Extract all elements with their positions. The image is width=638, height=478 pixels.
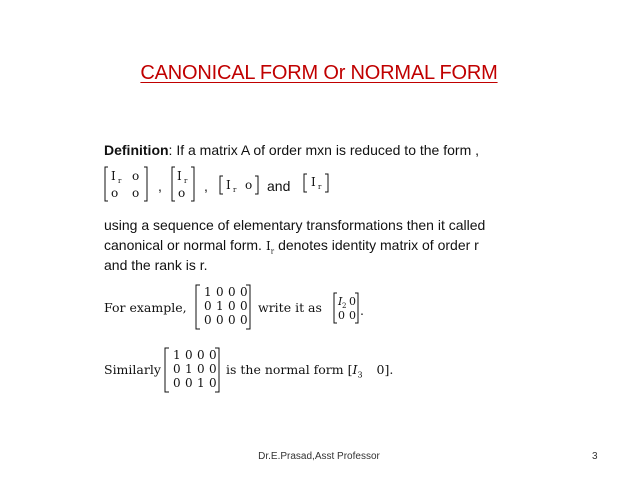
m1-r1c1: I (111, 169, 116, 183)
example1-cell-r1c1: 1 (204, 285, 212, 299)
m3-c1: I (226, 178, 231, 192)
paragraph-line-2-after: denotes identity matrix of order r (278, 237, 479, 253)
example2-cell-r1c3: 0 (197, 348, 205, 362)
normal-form-zero: 0]. (376, 362, 394, 377)
example1-block-matrix (333, 292, 359, 324)
block-i: I (338, 295, 343, 308)
example1-cell-r3c3: 0 (228, 313, 236, 327)
example2-cell-r3c2: 0 (185, 376, 193, 390)
example1-cell-r3c1: 0 (204, 313, 212, 327)
m1-r1c2: o (132, 169, 140, 183)
and-text: and (267, 178, 291, 194)
definition-label: Definition (104, 142, 169, 158)
separator-comma: , (158, 178, 162, 194)
m3-c1-sub: r (233, 186, 237, 194)
example2-cell-r2c3: 0 (197, 362, 205, 376)
paragraph-line-3: and the rank is r. (104, 257, 208, 273)
example1-cell-r2c4: 0 (240, 299, 248, 313)
ir-letter: I (265, 239, 271, 253)
example1-cell-r2c3: 0 (228, 299, 236, 313)
block-c: 0 (338, 309, 345, 322)
block-i-sub: 2 (342, 302, 347, 310)
paragraph-line-2-before: canonical or normal form. (104, 237, 262, 253)
example2-cell-r2c2: 1 (185, 362, 193, 376)
example1-cell-r2c1: 0 (204, 299, 212, 313)
example2-cell-r2c1: 0 (173, 362, 181, 376)
example2-cell-r1c4: 0 (209, 348, 217, 362)
example2-prefix: Similarly (104, 362, 161, 377)
definition-text: : If a matrix A of order mxn is reduced to the form , (168, 142, 480, 158)
page-title: CANONICAL FORM Or NORMAL FORM (140, 62, 498, 84)
example2-normal-form (226, 362, 393, 380)
example2-cell-r3c1: 0 (173, 376, 181, 390)
i3-sub: 3 (357, 370, 363, 380)
example1-end: . (360, 303, 364, 318)
block-b: 0 (349, 295, 356, 308)
footer-author: Dr.E.Prasad,Asst Professor (258, 451, 380, 462)
example1-cell-r3c2: 0 (216, 313, 224, 327)
example1-cell-r1c3: 0 (228, 285, 236, 299)
matrix-ir-row (219, 175, 259, 195)
m1-r2c2: o (132, 186, 140, 200)
ir-symbol (266, 236, 274, 261)
example2-cell-r1c2: 0 (185, 348, 193, 362)
page-number: 3 (592, 451, 598, 462)
example1-cell-r3c4: 0 (240, 313, 248, 327)
m2-r1-sub: r (184, 177, 188, 185)
example2-cell-r3c3: 1 (197, 376, 205, 390)
m3-c2: o (245, 178, 253, 192)
example1-prefix: For example, (104, 300, 187, 315)
m4-c1-sub: r (318, 183, 322, 191)
matrix-ir-block-2x2 (104, 165, 148, 203)
separator-comma: , (204, 178, 208, 194)
matrix-ir-column (171, 165, 195, 203)
m4-c1: I (311, 175, 316, 189)
m2-r1: I (177, 169, 182, 183)
m1-r1c1-sub: r (118, 177, 122, 185)
example1-cell-r2c2: 1 (216, 299, 224, 313)
i3-symbol: I (352, 362, 358, 377)
normal-form-text: is the normal form [ (226, 362, 353, 377)
m1-r2c1: o (111, 186, 119, 200)
paragraph-line-1: using a sequence of elementary transformations then it called (104, 217, 486, 233)
example2-cell-r3c4: 0 (209, 376, 217, 390)
m2-r2: o (178, 186, 186, 200)
example2-cell-r2c4: 0 (209, 362, 217, 376)
example2-matrix (164, 347, 220, 393)
example1-cell-r1c2: 0 (216, 285, 224, 299)
example1-cell-r1c4: 0 (240, 285, 248, 299)
definition-line (104, 140, 479, 160)
matrix-ir-single (303, 173, 329, 193)
block-d: 0 (349, 309, 356, 322)
write-as-text: write it as (258, 300, 322, 315)
ir-sub: r (270, 247, 275, 256)
example2-cell-r1c1: 1 (173, 348, 181, 362)
example1-matrix (195, 284, 251, 330)
